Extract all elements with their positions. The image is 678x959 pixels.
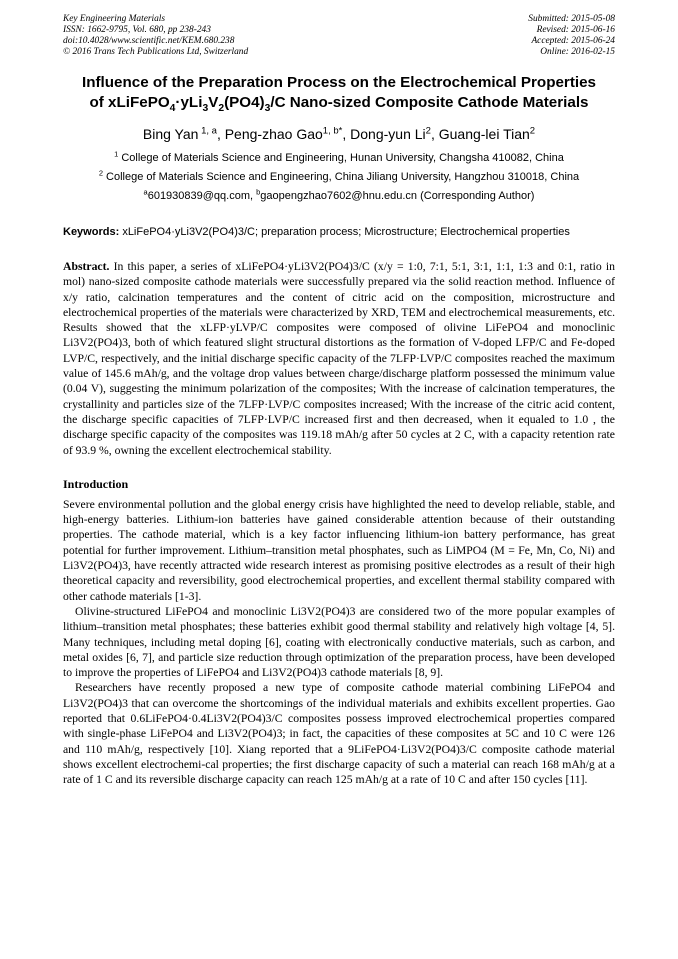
author-sup: 1, a <box>198 125 217 137</box>
intro-paragraph-2: Olivine-structured LiFePO4 and monoclinic Li3V2(PO4)3 are considered two of the more popular examples of lithium–transition metal phosphates; these batteries exhibit good thermal stability and relatively high voltage [4, 5]. Many techniques, including metal doping [6], coating with electronically conductive materials, such as carbon, and metal oxides [6, 7], and particle size reduction through optimization of the preparation process, have been developed to improve the properties of LiFePO4 and Li3V2(PO4)3 cathode materials [8, 9]. <box>63 604 615 680</box>
submitted-date: Submitted: 2015-05-08 <box>528 14 615 24</box>
issn: ISSN: 1662-9795, Vol. 680, pp 238-243 <box>63 25 211 35</box>
publication-dates <box>528 14 615 58</box>
journal-info <box>63 14 248 58</box>
copyright: © 2016 Trans Tech Publications Ltd, Switzerland <box>63 47 249 57</box>
journal-name: Key Engineering Materials <box>63 14 166 24</box>
author-name: Bing Yan <box>142 126 199 142</box>
author-name: , Peng-zhao Gao <box>216 126 323 142</box>
keywords-text: xLiFePO4·yLi3V2(PO4)3/C; preparation process; Microstructure; Electrochemical properties <box>122 226 570 238</box>
author-emails: $^a$601930839@qq.com, $^b$gaopengzhao7602@hnu.edu.cn (Corresponding Author) <box>143 187 535 202</box>
publication-header <box>63 14 615 58</box>
title-line-1: Influence of the Preparation Process on the Electrochemical Properties <box>82 74 596 91</box>
paper-title <box>63 73 615 113</box>
revised-date: Revised: 2015-06-16 <box>536 25 615 35</box>
online-date: Online: 2016-02-15 <box>540 47 615 57</box>
keywords <box>63 225 615 239</box>
abstract <box>63 259 615 458</box>
affiliation-2: $^2$ College of Materials Science and Engineering, China Jiliang University, Hangzhou 310018, China <box>98 168 580 183</box>
author-name: , Dong-yun Li <box>342 126 426 142</box>
keywords-label: Keywords: <box>63 226 120 238</box>
intro-paragraph-1: Severe environmental pollution and the global energy crisis have highlighted the need to develop reliable, stable, and high-energy batteries. Lithium-ion batteries have gained considerable attention because of their outstanding properties. The cathode material, which is a key factor influencing lithium-ion battery performance, has great potential for further improvement. Lithium–transition metal phosphates, such as LiMPO4 (M = Fe, Mn, Co, Ni) and Li3V2(PO4)3, have recently attracted wide research interest as promising positive electrodes as a result of their high theoretical capacity and reversibility, good electrochemical properties, and excellent thermal stability compared with other cathode materials [1-3]. <box>63 497 615 603</box>
abstract-label: Abstract. <box>63 260 110 273</box>
affiliation-1: $^1$ College of Materials Science and Engineering, Hunan University, Changsha 410082, China <box>114 149 564 164</box>
author-sup: 2 <box>529 125 536 137</box>
accepted-date: Accepted: 2015-06-24 <box>531 36 615 46</box>
author-sup: 1, b* <box>322 125 343 137</box>
intro-paragraph-3: Researchers have recently proposed a new type of composite cathode material combining LiFePO4 and Li3V2(PO4)3 that can overcome the shortcomings of the individual materials and exhibits excellent properties. Gao reported that 0.6LiFePO4·0.4Li3V2(PO4)3/C composites possess improved electrochemical properties compared with single-phase LiFePO4 and Li3V2(PO4)3; in fact, the capacities of these composites at 5C and 10 C were 126 and 110 mAh/g, respectively [10]. Xiang reported that a 9LiFePO4·Li3V2(PO4)3/C composite cathode material shows excellent electrochemi-cal properties; the first discharge capacity of such a material can reach 168 mAh/g at a rate of 1 C and its reversible discharge capacity can reach 125 mAh/g at a rate of 10 C and after 150 cycles [11]. <box>63 681 615 787</box>
paper-page <box>63 14 615 788</box>
author-sup: 2 <box>425 125 431 137</box>
title-line-2: of $xLiFePO_4\cdot yLi_3V_2(PO4)_3/C$ Nano-sized Composite Cathode Materials <box>89 94 589 115</box>
section-heading-introduction: Introduction <box>63 476 129 491</box>
abstract-text: In this paper, a series of xLiFePO4·yLi3V2(PO4)3/C (x/y = 1:0, 7:1, 5:1, 3:1, 1:1, 1:3 and 0:1, ratio in mol) nano-sized composite cathode materials were successfully prepared via the solid reaction method. Influence of x/y ratio, calcination temperatures and the content of citric acid on the composition, microstructure and electrochemical properties of the materials were characterized by XRD, TEM and electrochemical measurements, etc. Results showed that the xLFP·yLVP/C composites were composed of olivine LiFePO4 and monoclinic Li3V2(PO4)3, both of which featured slight structural distortions as the formation of V-doped LFP/C and Fe-doped LVP/C, respectively, and the initial discharge specific capacity of the 7LFP·LVP/C composites reached the maximum value of 145.6 mAh/g, and the voltage drop values between charge/discharge platform possessed the minimum value (0.04 V), suggesting the minimum polarization of the composites; With the increase of calcination temperatures, the crystallinity and particles size of the 7LFP·LVP/C composites increased; With the increase of the citric acid content, the discharge specific capacities of 7LFP·LVP/C increased first and then decreased, when it equaled to 1.0 , the discharge specific capacity of the composites was 119.18 mAh/g after 50 cycles at 2 C, with a capacity retention rate of 93.9 %, owning the excellent electrochemical stability. <box>63 260 615 457</box>
author-list <box>63 125 615 143</box>
doi: doi:10.4028/www.scientific.net/KEM.680.238 <box>63 36 235 46</box>
author-name: , Guang-lei Tian <box>430 126 530 142</box>
